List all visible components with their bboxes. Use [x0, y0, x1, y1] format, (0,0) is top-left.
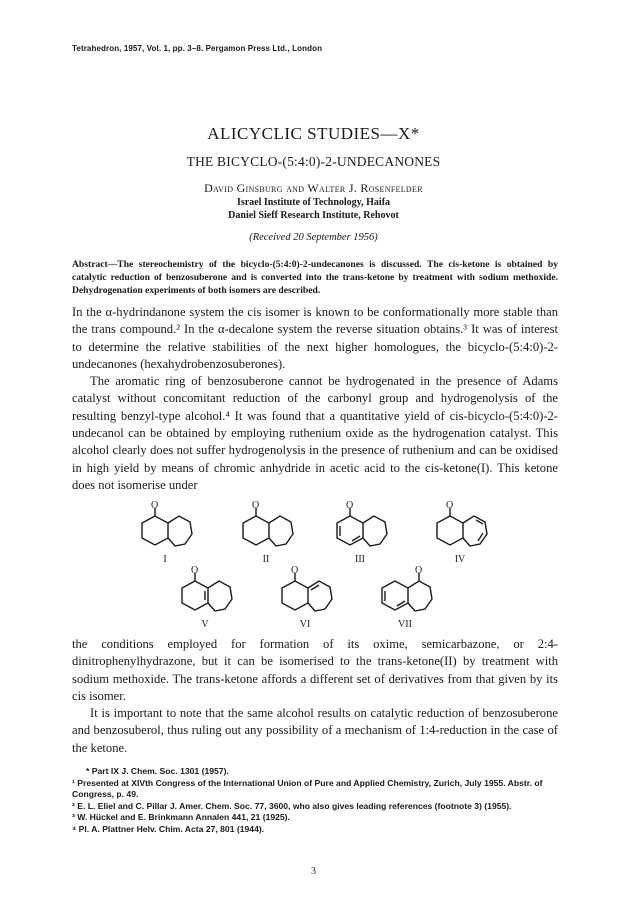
structure-label-I: I — [163, 554, 167, 565]
footnote: ² E. L. Eliel and C. Pillar J. Amer. Chem. Soc. 77, 3600, who also gives leading references (footnote 3) (1955). — [72, 800, 512, 811]
structure-label-VI: VI — [299, 619, 311, 630]
abstract: Abstract—The stereochemistry of the bicyclo-(5:4:0)-2-undecanones is discussed. The cis-ketone is obtained by catalytic reduction of benzosuberone and is converted into the trans-ketone by treatment with sodium methoxide. Dehydrogenation experiments of both isomers are described. — [72, 259, 558, 296]
oxygen-label-II: O — [252, 500, 260, 511]
oxygen-label-VII: O — [415, 565, 423, 576]
journal-citation: Tetrahedron, 1957, Vol. 1, pp. 3–8. Pergamon Press Ltd., London — [72, 44, 323, 53]
paragraph-3: the conditions employed for formation of its oxime, semicarbazone, or 2:4-dinitrophenylhydrazone, but it can be isomerised to the trans-ketone(II) by treatment with sodium methoxide. The trans-ketone affords a different set of derivatives from that given by its cis isomer. — [72, 637, 558, 703]
structure-label-VII: VII — [398, 619, 412, 630]
paragraph-4: It is important to note that the same alcohol results on catalytic reduction of benzosuberone and benzosuberol, thus ruling out any possibility of a mechanism of 1:4-reduction in the case of the ketone. — [72, 706, 558, 755]
oxygen-label-IV: O — [446, 500, 454, 511]
paragraph-1: In the α-hydrindanone system the cis isomer is known to be conformationally more stable than the trans compound.² In the α-decalone system the reverse situation obtains.³ It was of interest to determine the relative stabilities of the next higher homologues, the bicyclo-(5:4:0)-2-undecanones (hexahydrobenzosuberones). — [72, 305, 558, 371]
footnote: ⁴ Pl. A. Plattner Helv. Chim. Acta 27, 801 (1944). — [72, 823, 265, 834]
oxygen-label-V: O — [191, 565, 199, 576]
footnote: ³ W. Hückel and E. Brinkmann Annalen 441, 21 (1925). — [72, 812, 290, 823]
page-number: 3 — [311, 866, 316, 877]
oxygen-label-III: O — [346, 500, 354, 511]
body-text-bottom — [72, 636, 558, 757]
author-line: David Ginsburg and Walter J. Rosenfelder — [204, 181, 423, 195]
structure-V — [182, 573, 232, 611]
oxygen-label-I: O — [151, 500, 159, 511]
article-subtitle: THE BICYCLO-(5:4:0)-2-UNDECANONES — [186, 154, 441, 169]
structure-VII — [382, 573, 432, 611]
received-date: (Received 20 September 1956) — [249, 232, 378, 243]
structure-I — [142, 508, 192, 546]
oxygen-label-VI: O — [291, 565, 299, 576]
structure-II — [243, 508, 293, 546]
footnote: ¹ Presented at XIVth Congress of the International Union of Pure and Applied Chemistry, Zurich, July 1955. Abstr. of Congress, p. 49. — [72, 777, 543, 800]
structure-VI — [282, 573, 332, 611]
structure-label-IV: IV — [454, 554, 466, 565]
chemical-structures — [0, 500, 627, 640]
footnotes — [72, 766, 562, 836]
structure-III — [337, 508, 387, 546]
affiliation-1: Israel Institute of Technology, Haifa — [236, 197, 391, 208]
paragraph-2: The aromatic ring of benzosuberone cannot be hydrogenated in the presence of Adams catalyst without concomitant reduction of the carbonyl group and hydrogenolysis of the resulting benzyl-type alcohol.⁴ It was found that a quantitative yield of cis-bicyclo-(5:4:0)-2-undecanol can be obtained by employing ruthenium oxide as the hydrogenation catalyst. This alcohol clearly does not suffer hydrogenolysis in the presence of ruthenium and can be oxidised in high yield by means of chromic anhydride in acetic acid to the cis-ketone(I). This ketone does not isomerise under — [72, 374, 558, 492]
structure-label-II: II — [262, 554, 270, 565]
body-text-top — [72, 304, 558, 494]
footnote: * Part IX J. Chem. Soc. 1301 (1957). — [86, 766, 229, 776]
structure-label-III: III — [355, 554, 365, 565]
structure-label-V: V — [201, 619, 209, 630]
affiliation-2: Daniel Sieff Research Institute, Rehovot — [228, 210, 399, 221]
article-title: ALICYCLIC STUDIES—X* — [207, 124, 420, 143]
structure-IV — [437, 508, 487, 546]
